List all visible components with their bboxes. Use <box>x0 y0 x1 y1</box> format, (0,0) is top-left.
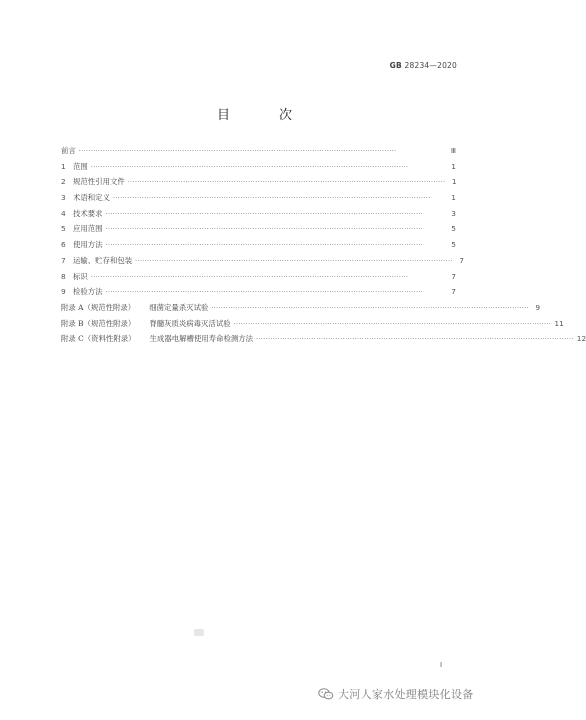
watermark <box>318 686 474 702</box>
leader-dots: ···································································································································· <box>105 210 424 218</box>
watermark-text: 大河人家水处理模块化设备 <box>338 688 474 701</box>
standard-number: GB 28234—2020 <box>389 61 457 70</box>
toc-entry-label: 范围 <box>73 161 88 171</box>
leader-dots: ···································································································································· <box>105 242 424 250</box>
toc-entry-number: 2 <box>61 177 66 187</box>
leader-dots: ···································································································································· <box>105 226 424 234</box>
table-of-contents <box>61 145 586 349</box>
toc-entry-label: 附录 A（规范性附录） <box>61 302 136 312</box>
toc-entry-page: 7 <box>451 271 456 281</box>
leader-dots: ···································································································································· <box>233 320 552 328</box>
toc-entry-label: 标识 <box>73 271 88 281</box>
leader-dots: ···································································································································· <box>211 304 530 312</box>
toc-entry-label: 规范性引用文件 <box>73 177 125 187</box>
annex-title: 细菌定量杀灭试验 <box>149 302 209 312</box>
toc-entry-label: 前言 <box>61 146 76 155</box>
toc-entry-page: 5 <box>451 240 456 250</box>
toc-entry-page: 12 <box>576 334 586 344</box>
toc-entry-number: 3 <box>61 193 66 203</box>
toc-entry-8[interactable] <box>61 271 456 287</box>
toc-entry-label: 使用方法 <box>73 240 103 250</box>
toc-entry-number: 9 <box>61 287 66 297</box>
scan-artifact <box>194 629 204 636</box>
page-title: 目 次 <box>216 108 310 123</box>
toc-entry-number: 1 <box>61 161 66 171</box>
toc-entry-label: 检验方法 <box>73 287 103 297</box>
toc-entry-page: 1 <box>451 161 456 171</box>
toc-entry-number: 8 <box>61 271 66 281</box>
toc-entry-label: 附录 B（规范性附录） <box>61 318 136 328</box>
wechat-icon <box>318 688 334 700</box>
toc-entry-label: 附录 C（资料性附录） <box>61 334 136 344</box>
annex-title: 生成器电解槽使用寿命检测方法 <box>149 334 254 344</box>
annex-title: 脊髓灰质炎病毒灭活试验 <box>149 318 231 328</box>
toc-entry-annex-a[interactable] <box>61 302 541 318</box>
toc-entry-label: 术语和定义 <box>73 193 110 203</box>
toc-entry-page: 1 <box>451 193 456 203</box>
toc-entry-page: 11 <box>554 318 564 328</box>
leader-dots: ···································································································································· <box>112 195 431 203</box>
toc-entry-5[interactable] <box>61 223 456 239</box>
toc-entry-page: 7 <box>451 287 456 297</box>
toc-entry-page: 1 <box>451 177 457 187</box>
toc-entry-page: Ⅲ <box>450 146 456 155</box>
toc-entry-annex-c[interactable] <box>61 333 586 349</box>
toc-entry-label: 运输、贮存和包装 <box>73 255 133 265</box>
toc-entry-3[interactable] <box>61 192 456 208</box>
toc-entry-label: 技术要求 <box>73 208 103 218</box>
toc-entry-7[interactable] <box>61 255 464 271</box>
toc-entry-number: 4 <box>61 208 66 218</box>
page-folio: Ⅰ <box>440 661 443 669</box>
toc-entry-page: 5 <box>451 224 456 234</box>
toc-entry-4[interactable] <box>61 208 456 224</box>
toc-entry-number: 5 <box>61 224 66 234</box>
toc-entry-page: 3 <box>451 208 456 218</box>
toc-entry-page: 7 <box>459 255 464 265</box>
toc-entry-6[interactable] <box>61 239 456 255</box>
leader-dots: ···································································································································· <box>256 336 574 344</box>
toc-entry-9[interactable] <box>61 286 456 302</box>
toc-entry-foreword[interactable] <box>61 145 456 161</box>
leader-dots: ···································································································································· <box>78 148 397 155</box>
leader-dots: ···································································································································· <box>127 179 446 187</box>
toc-entry-1[interactable] <box>61 161 456 177</box>
toc-entry-page: 9 <box>535 302 541 312</box>
leader-dots: ···································································································································· <box>90 163 409 171</box>
toc-entry-annex-b[interactable] <box>61 318 564 334</box>
toc-entry-number: 7 <box>61 255 66 265</box>
toc-entry-label: 应用范围 <box>73 224 103 234</box>
leader-dots: ···································································································································· <box>135 257 453 265</box>
toc-entry-2[interactable] <box>61 176 456 192</box>
leader-dots: ···································································································································· <box>90 273 409 281</box>
leader-dots: ···································································································································· <box>105 289 424 297</box>
toc-entry-number: 6 <box>61 240 66 250</box>
